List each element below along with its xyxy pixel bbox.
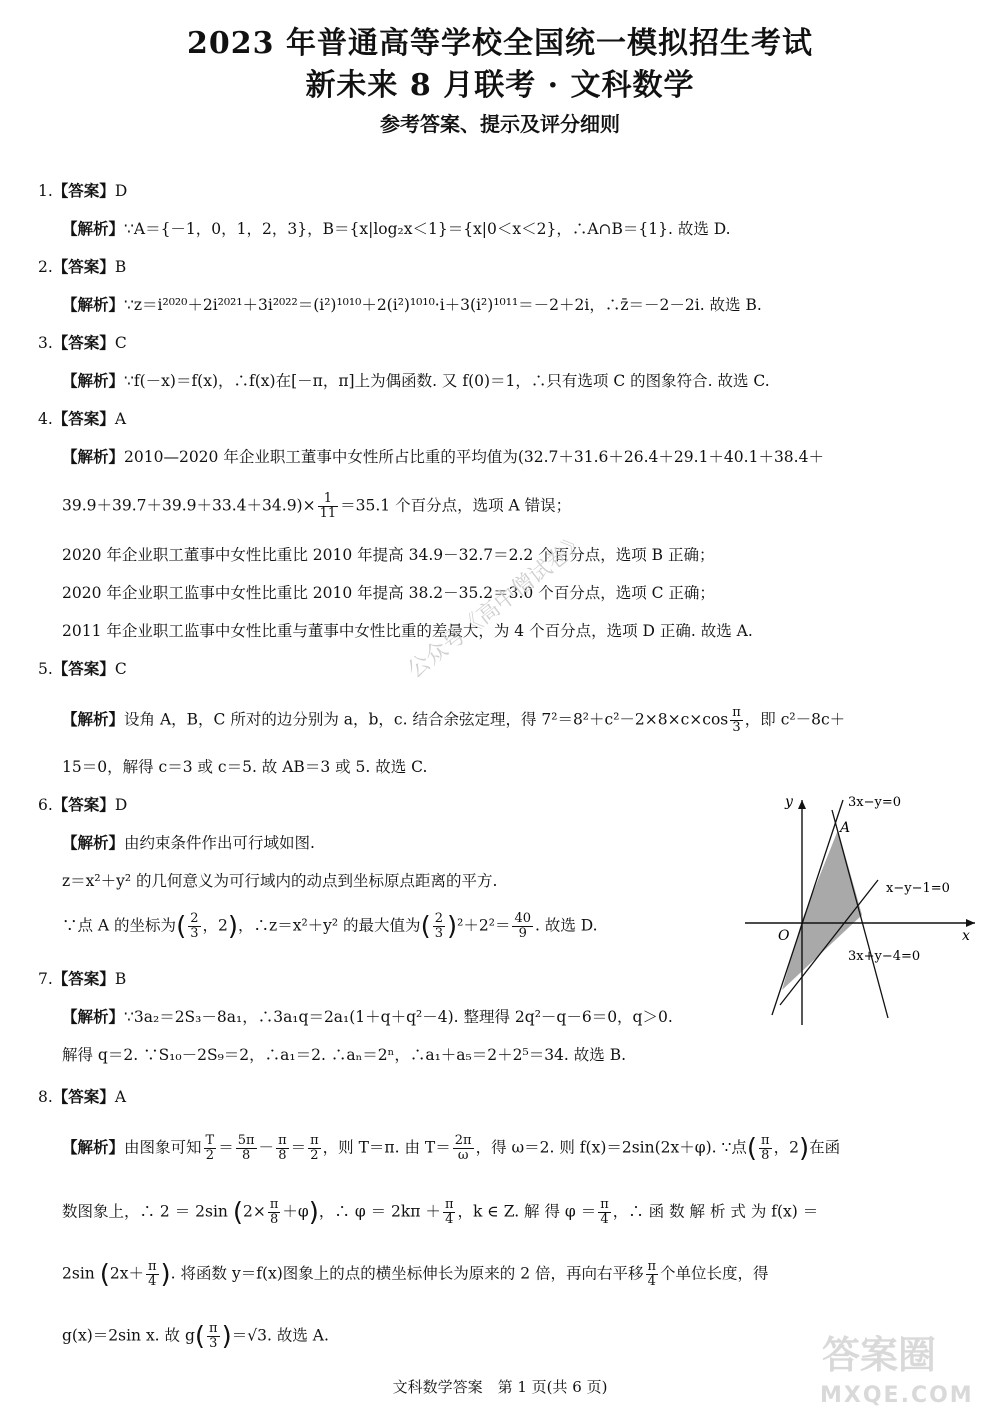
fraction: $\frac{40}{9}$ xyxy=(514,911,531,941)
point-a-label: A xyxy=(840,820,851,836)
q3-analysis: 【解析】∵f(－x)＝f(x)，∴f(x)在[－π，π]上为偶函数. 又 f(0)＝1，∴只有选项 C 的图象符合. 故选 C. xyxy=(62,372,770,390)
q6-answer: 6.【答案】D xyxy=(38,796,128,814)
q5-analysis-line2: 15＝0，解得 c＝3 或 c＝5. 故 AB＝3 或 5. 故选 C. xyxy=(62,758,428,776)
q3-answer: 3.【答案】C xyxy=(38,334,127,352)
fraction: $\frac{\pi}{4}$ xyxy=(147,1259,157,1289)
fraction: $\frac{\pi}{2}$ xyxy=(310,1133,319,1163)
q1-answer: 1.【答案】D xyxy=(38,182,128,200)
logo-bottom-text: MXQE.COM xyxy=(820,1383,974,1408)
q6-analysis-line3: ∵点 A 的坐标为( $\frac{2}{3}$ ，2)，∴z＝x²＋y² 的最大值为( $\frac{2}{3}$ )²＋2²＝ $\frac{40}{9}$ . 故选 D. xyxy=(62,911,598,942)
fraction: $\frac{\pi}{8}$ xyxy=(269,1197,279,1227)
fraction: $\frac{\pi}{3}$ xyxy=(732,705,741,735)
origin-label: O xyxy=(778,928,790,944)
line3-label: 3x+y−4=0 xyxy=(848,949,921,964)
q4-analysis-line3: 2020 年企业职工董事中女性比重比 2010 年提高 34.9－32.7＝2.2 个百分点，选项 B 正确； xyxy=(62,546,715,564)
page-subtitle: 新未来 8 月联考 · 文科数学 xyxy=(305,68,695,103)
line1-label: 3x−y=0 xyxy=(848,795,902,810)
page-footer: 文科数学答案 第 1 页(共 6 页) xyxy=(392,1378,608,1396)
q1-analysis: 【解析】∵A＝{－1，0，1，2，3}，B＝{x|log₂x＜1}＝{x|0＜x＜2}，∴A∩B＝{1}. 故选 D. xyxy=(62,220,731,238)
q8-analysis-line4: g(x)＝2sin x. 故 g( $\frac{\pi}{3}$ )＝√3. 故选 A. xyxy=(62,1321,329,1352)
q4-answer: 4.【答案】A xyxy=(38,410,127,428)
fraction: $\frac{T}{2}$ xyxy=(205,1133,215,1163)
fraction: $\frac{\pi}{8}$ xyxy=(761,1133,770,1163)
fraction: $\frac{2}{3}$ xyxy=(190,911,199,941)
q7-analysis-line2: 解得 q＝2. ∵S₁₀－2S₉＝2，∴a₁＝2. ∴aₙ＝2ⁿ，∴a₁＋a₅＝2＋2⁵＝34. 故选 B. xyxy=(62,1046,627,1064)
fraction: $\frac{\pi}{4}$ xyxy=(647,1259,657,1289)
page-title: 2023 年普通高等学校全国统一模拟招生考试 xyxy=(187,26,813,61)
fraction: $\frac{1}{11}$ xyxy=(319,491,337,521)
q2-analysis: 【解析】∵z＝i²⁰²⁰＋2i²⁰²¹＋3i²⁰²²＝(i²)¹⁰¹⁰＋2(i²)¹⁰¹⁰·i＋3(i²)¹⁰¹¹＝－2＋2i，∴z̄＝－2－2i. 故选 B. xyxy=(62,296,762,314)
q8-analysis-line2: 数图象上，∴ 2 ＝ 2sin (2× $\frac{\pi}{8}$ ＋φ)，∴ φ ＝ 2kπ ＋ $\frac{\pi}{4}$ ，k ∈ Z. 解 得 φ ＝ $\frac{\pi}{4}$ ，∴ 函 数 解 析 式 为 f(x) ＝ xyxy=(62,1197,819,1228)
q4-analysis-line2: 39.9＋39.7＋39.9＋33.4＋34.9)× $\frac{1}{11}$ ＝35.1 个百分点，选项 A 错误； xyxy=(62,491,572,521)
y-axis-arrow xyxy=(798,800,806,809)
line2-label: x−y−1=0 xyxy=(886,881,950,896)
q8-answer: 8.【答案】A xyxy=(38,1088,127,1106)
q5-answer: 5.【答案】C xyxy=(38,660,127,678)
q2-answer: 2.【答案】B xyxy=(38,258,127,276)
x-axis-arrow xyxy=(966,919,975,927)
q4-analysis-line1: 【解析】2010—2020 年企业职工董事中女性所占比重的平均值为(32.7＋31.6＋26.4＋29.1＋40.1＋38.4＋ xyxy=(62,448,824,466)
logo-top-text: 答案圈 xyxy=(822,1333,937,1377)
q4-analysis-line4: 2020 年企业职工监事中女性比重比 2010 年提高 38.2－35.2＝3.0 个百分点，选项 C 正确； xyxy=(62,584,715,602)
q7-analysis-line1: 【解析】∵3a₂＝2S₃－8a₁，∴3a₁q＝2a₁(1＋q＋q²－4). 整理得 2q²－q－6＝0，q＞0. xyxy=(62,1008,673,1026)
q8-analysis-line1: 【解析】由图象可知 $\frac{T}{2}$ ＝ $\frac{5\pi}{8}$ － $\frac{\pi}{8}$ ＝ $\frac{\pi}{2}$ ，则 T＝π. 由 T＝ $\frac{2\pi}{\omega}$ ，得 ω＝2. 则 f(x)＝2sin(2x＋φ). ∵点( $\frac{\pi}{8}$ ，2)在函 xyxy=(62,1133,841,1164)
q5-analysis-line1: 【解析】设角 A，B，C 所对的边分别为 a，b，c. 结合余弦定理，得 7²＝8²＋c²－2×8×c×cos $\frac{\pi}{3}$ ，即 c²－8c＋ xyxy=(62,705,846,735)
fraction: $\frac{2\pi}{\omega}$ xyxy=(454,1133,472,1163)
fraction: $\frac{5\pi}{8}$ xyxy=(237,1133,255,1163)
q4-analysis-line5: 2011 年企业职工监事中女性比重与董事中女性比重的差最大，为 4 个百分点，选项 D 正确. 故选 A. xyxy=(62,622,753,640)
feasible-region-graph xyxy=(740,790,980,1030)
q7-answer: 7.【答案】B xyxy=(38,970,127,988)
fraction: $\frac{\pi}{8}$ xyxy=(278,1133,287,1163)
q6-analysis-line2: z＝x²＋y² 的几何意义为可行域内的动点到坐标原点距离的平方. xyxy=(62,872,498,890)
fraction: $\frac{\pi}{4}$ xyxy=(600,1197,609,1227)
y-axis-label: y xyxy=(785,794,793,810)
feasible-region xyxy=(782,830,862,990)
watermark: 公众号《高中僧试卷》 xyxy=(403,528,592,684)
fraction: $\frac{2}{3}$ xyxy=(434,911,443,941)
q8-analysis-line3: 2sin (2x＋ $\frac{\pi}{4}$ ). 将函数 y＝f(x)图象上的点的横坐标伸长为原来的 2 倍，再向右平移 $\frac{\pi}{4}$ 个单位长度，得 xyxy=(62,1259,769,1290)
x-axis-label: x xyxy=(962,928,970,944)
q6-analysis-line1: 【解析】由约束条件作出可行域如图. xyxy=(62,834,315,852)
fraction: $\frac{\pi}{3}$ xyxy=(209,1321,218,1351)
fraction: $\frac{\pi}{4}$ xyxy=(444,1197,454,1227)
section-heading: 参考答案、提示及评分细则 xyxy=(380,112,620,136)
